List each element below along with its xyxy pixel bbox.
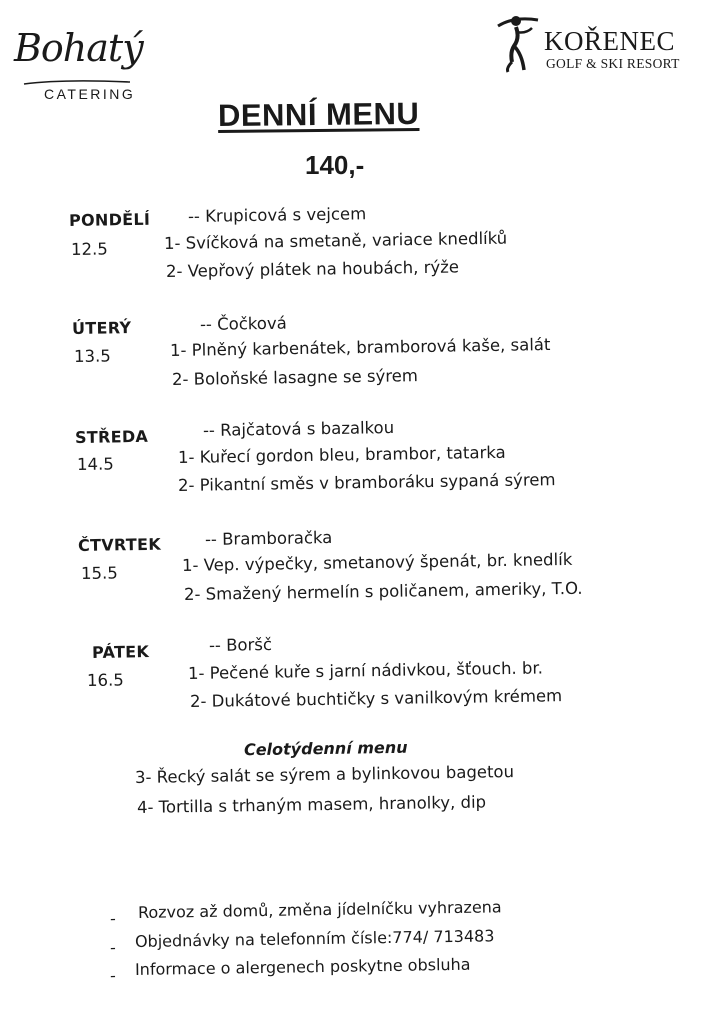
meal-item: 2- Vepřový plátek na houbách, rýže — [165, 257, 460, 281]
note-bullet: - — [109, 908, 116, 928]
day-name: STŘEDA — [74, 426, 149, 447]
logo-script-text: Bohatý — [14, 26, 143, 70]
soup-item: -- Bramboračka — [204, 528, 333, 549]
note-text: Objednávky na telefonním čísle:774/ 713483 — [134, 926, 495, 951]
all-week-item: 4- Tortilla s trhaným masem, hranolky, dip — [136, 792, 487, 817]
day-date: 13.5 — [73, 346, 111, 366]
all-week-heading: Celotýdenní menu — [243, 737, 408, 760]
meal-item: 2- Dukátové buchtičky s vanilkovým krémem — [189, 686, 563, 711]
note-bullet: - — [109, 937, 116, 957]
page-title: DENNÍ MENU — [217, 95, 420, 134]
day-name: PÁTEK — [91, 642, 150, 662]
menu-price: 140,- — [305, 150, 365, 180]
meal-item: 1- Svíčková na smetaně, variace knedlíků — [163, 228, 508, 253]
meal-item: 1- Pečené kuře s jarní nádivkou, šťouch. br. — [187, 658, 544, 683]
note-bullet: - — [109, 965, 116, 985]
day-name: ÚTERÝ — [71, 318, 132, 338]
korenec-resort-logo — [494, 12, 704, 82]
day-date: 12.5 — [70, 239, 108, 259]
day-date: 14.5 — [76, 454, 114, 474]
meal-item: 2- Pikantní směs v bramboráku sypaná sýrem — [177, 470, 556, 495]
soup-item: -- Krupicová s vejcem — [187, 204, 367, 226]
soup-item: -- Čočková — [199, 313, 287, 334]
meal-item: 2- Smažený hermelín s poličanem, ameriky, T.O. — [183, 578, 583, 604]
note-text: Informace o alergenech poskytne obsluha — [134, 954, 471, 979]
day-date: 16.5 — [86, 670, 124, 690]
day-date: 15.5 — [80, 563, 118, 583]
resort-subtitle: GOLF & SKI RESORT — [546, 56, 680, 71]
all-week-item: 3- Řecký salát se sýrem a bylinkovou bagetou — [134, 762, 515, 787]
meal-item: 2- Boloňské lasagne se sýrem — [171, 366, 419, 389]
note-text: Rozvoz až domů, změna jídelníčku vyhrazena — [137, 897, 502, 922]
day-name: PONDĚLÍ — [68, 209, 151, 230]
resort-name: KOŘENEC — [544, 26, 675, 56]
day-name: ČTVRTEK — [77, 534, 162, 555]
golfer-icon — [494, 12, 542, 74]
soup-item: -- Rajčatová s bazalkou — [202, 417, 395, 440]
meal-item: 1- Kuřecí gordon bleu, brambor, tatarka — [177, 442, 506, 467]
soup-item: -- Boršč — [208, 635, 273, 655]
logo-catering-text: CATERING — [44, 86, 136, 102]
meal-item: 1- Vep. výpečky, smetanový špenát, br. knedlík — [181, 549, 573, 575]
meal-item: 1- Plněný karbenátek, bramborová kaše, salát — [169, 335, 551, 360]
bohaty-catering-logo — [14, 26, 174, 106]
